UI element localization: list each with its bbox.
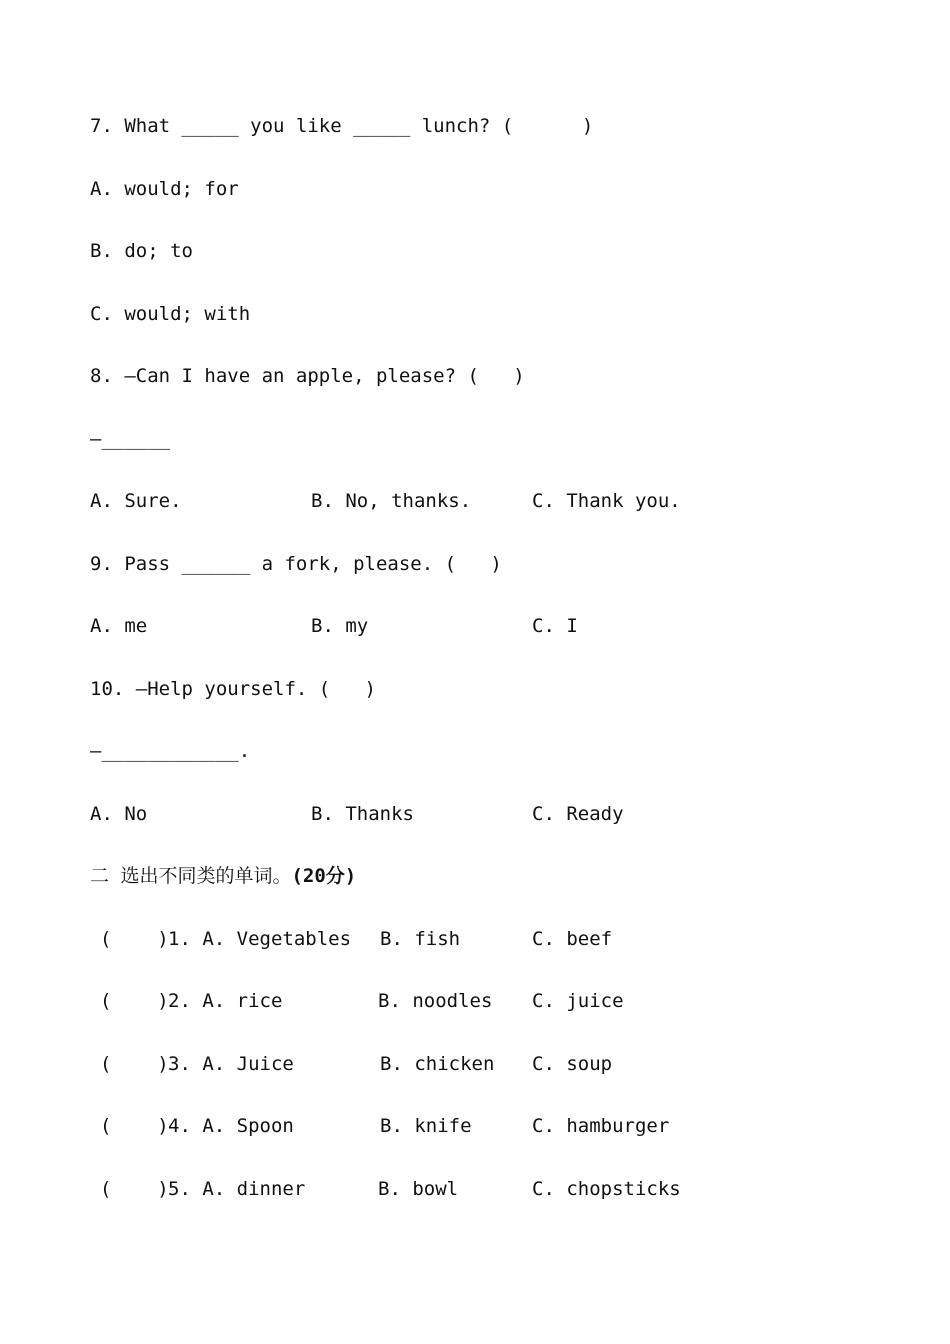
answer-bracket: ( ) xyxy=(100,928,169,950)
item-4-option-c: C. hamburger xyxy=(532,1115,670,1137)
section-2-heading xyxy=(90,864,356,888)
item-3-option-c: C. soup xyxy=(532,1053,613,1075)
question-7-option-c: C. would; with xyxy=(90,303,251,325)
item-5-option-c: C. chopsticks xyxy=(532,1178,681,1200)
answer-bracket: ( ) xyxy=(100,1115,169,1137)
item-3-option-a: 3. A. Juice xyxy=(168,1053,294,1075)
item-1-option-b: B. fish xyxy=(380,928,461,950)
answer-bracket: ( ) xyxy=(100,990,169,1012)
question-8-option-a: A. Sure. xyxy=(90,490,182,512)
question-8-options xyxy=(90,489,850,609)
question-10-stem: 10. —Help yourself. ( ) xyxy=(90,678,376,700)
question-10-option-b: B. Thanks xyxy=(311,803,414,825)
question-8-answer-line: —______ xyxy=(90,428,171,450)
question-7-option-a: A. would; for xyxy=(90,178,239,200)
question-8-option-c: C. Thank you. xyxy=(532,490,681,512)
answer-bracket: ( ) xyxy=(100,1053,169,1075)
item-3-option-b: B. chicken xyxy=(380,1053,495,1075)
answer-bracket: ( ) xyxy=(100,1178,169,1200)
question-7-option-b: B. do; to xyxy=(90,240,193,262)
question-9-options xyxy=(90,614,850,734)
question-8-option-b: B. No, thanks. xyxy=(311,490,472,512)
item-5-option-b: B. bowl xyxy=(378,1178,459,1200)
section-2-heading-text: 二 选出不同类的单词。 xyxy=(90,865,292,887)
item-1-option-a: 1. A. Vegetables xyxy=(168,928,352,950)
question-10-options xyxy=(90,802,850,922)
item-5-option-a: 5. A. dinner xyxy=(168,1178,306,1200)
item-4-option-b: B. knife xyxy=(380,1115,472,1137)
item-1-option-c: C. beef xyxy=(532,928,613,950)
question-9-option-b: B. my xyxy=(311,615,369,637)
section-2-points: (20分) xyxy=(291,865,357,887)
item-2-option-b: B. noodles xyxy=(378,990,493,1012)
question-9-option-c: C. I xyxy=(532,615,578,637)
question-8-stem: 8. —Can I have an apple, please? ( ) xyxy=(90,365,525,387)
item-2-option-a: 2. A. rice xyxy=(168,990,283,1012)
question-9-stem: 9. Pass ______ a fork, please. ( ) xyxy=(90,553,502,575)
item-2-option-c: C. juice xyxy=(532,990,624,1012)
question-7-stem: 7. What _____ you like _____ lunch? ( ) xyxy=(90,115,594,137)
question-9-option-a: A. me xyxy=(90,615,148,637)
question-10-option-c: C. Ready xyxy=(532,803,624,825)
question-10-answer-line: —____________. xyxy=(90,740,251,762)
item-4-option-a: 4. A. Spoon xyxy=(168,1115,294,1137)
section-2-item-5 xyxy=(90,1177,850,1321)
question-10-option-a: A. No xyxy=(90,803,148,825)
